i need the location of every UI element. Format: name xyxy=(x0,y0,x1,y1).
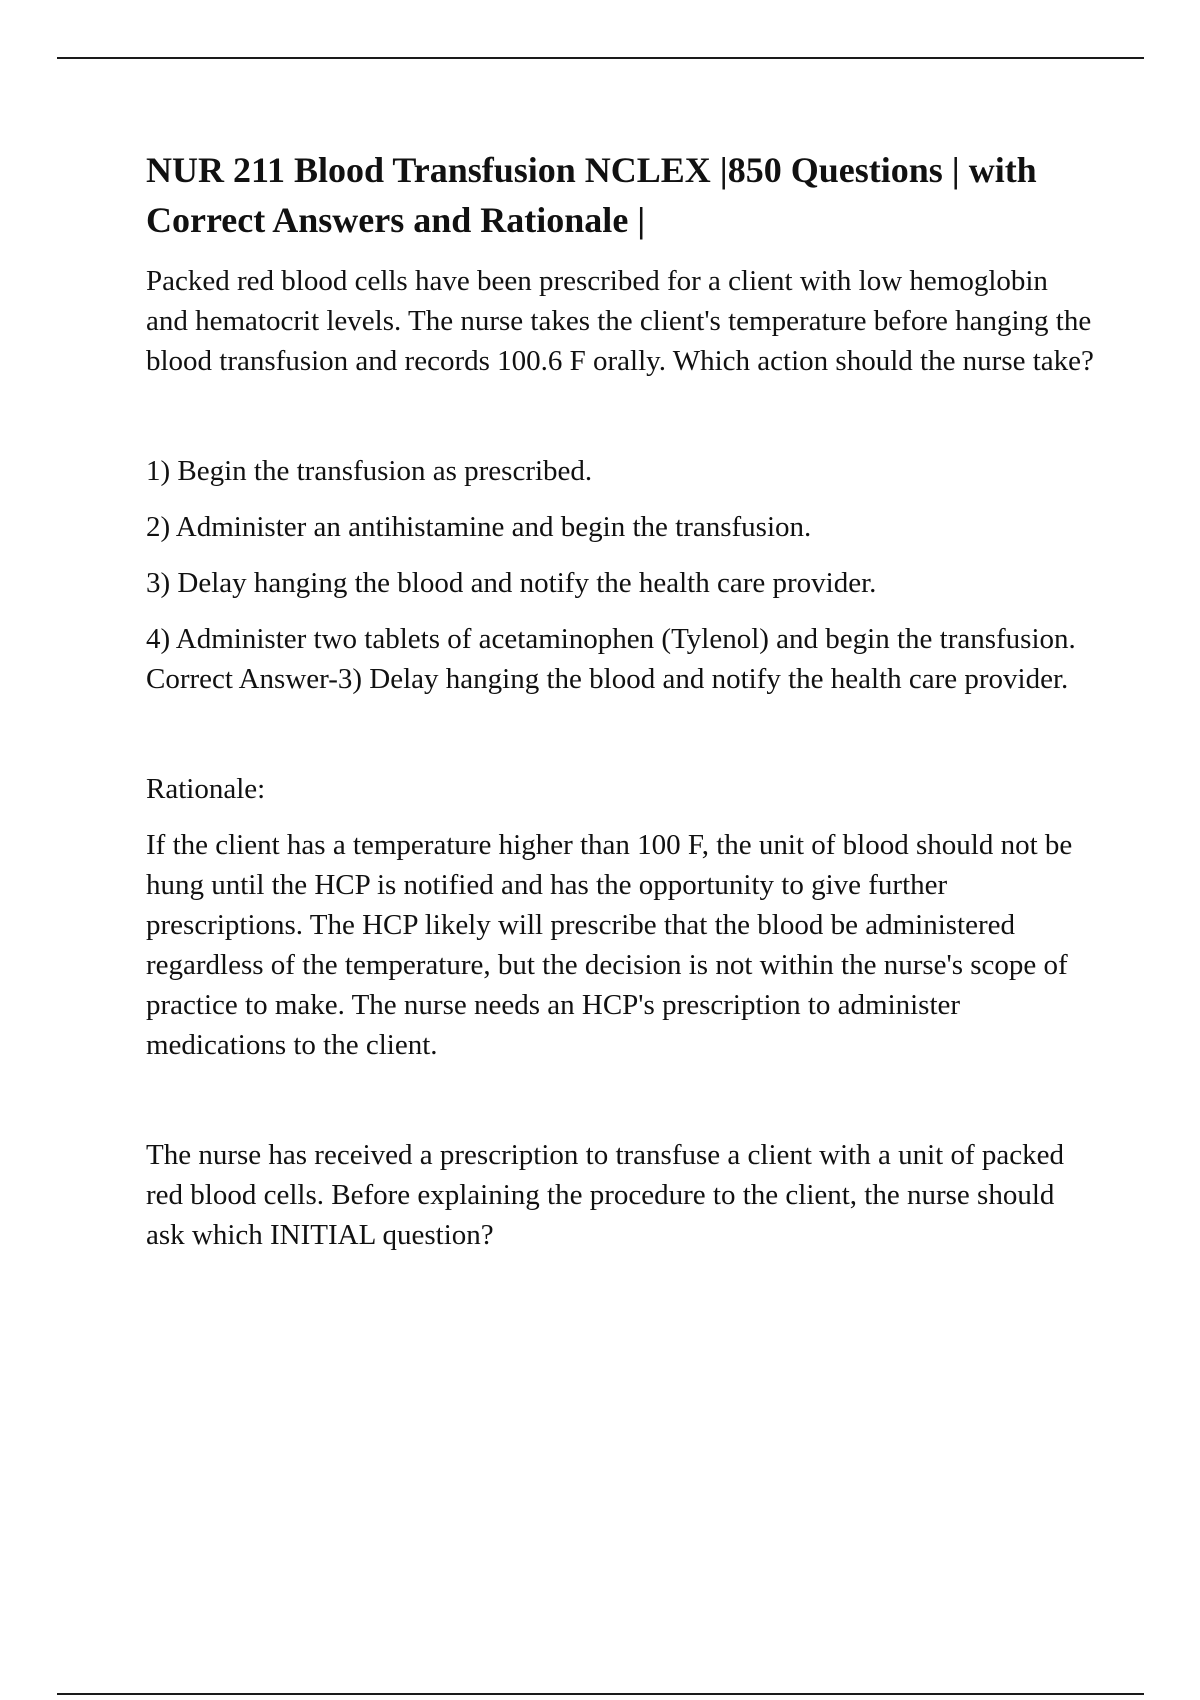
footer-rule xyxy=(57,1693,1144,1695)
question-1-option-2: 2) Administer an antihistamine and begin the transfusion. xyxy=(146,511,812,543)
header-rule xyxy=(57,57,1144,59)
question-1-option-4: 4) Administer two tablets of acetaminophen (Tylenol) and begin the transfusion. Correct Answer-3) Delay hanging the blood and notify the health care provider. xyxy=(146,623,1076,695)
question-2-stem: The nurse has received a prescription to transfuse a client with a unit of packed red blood cells. Before explaining the procedure to the client, the nurse should ask which INITIAL question? xyxy=(146,1139,1064,1251)
question-1-option-3: 3) Delay hanging the blood and notify the health care provider. xyxy=(146,567,877,599)
rationale-label: Rationale: xyxy=(146,773,266,805)
rationale-text: If the client has a temperature higher than 100 F, the unit of blood should not be hung until the HCP is notified and has the opportunity to give further prescriptions. The HCP likely will prescribe that the blood be administered regardless of the temperature, but the decision is not within the nurse's scope of practice to make. The nurse needs an HCP's prescription to administer medications to the client. xyxy=(146,829,1073,1061)
question-1-stem: Packed red blood cells have been prescribed for a client with low hemoglobin and hematocrit levels. The nurse takes the client's temperature before hanging the blood transfusion and records 100.6 F orally. Which action should the nurse take? xyxy=(146,265,1094,377)
document-title: NUR 211 Blood Transfusion NCLEX |850 Questions | with Correct Answers and Rationale | xyxy=(146,150,1037,240)
question-1-option-1: 1) Begin the transfusion as prescribed. xyxy=(146,455,593,487)
document-body xyxy=(146,145,1096,1255)
